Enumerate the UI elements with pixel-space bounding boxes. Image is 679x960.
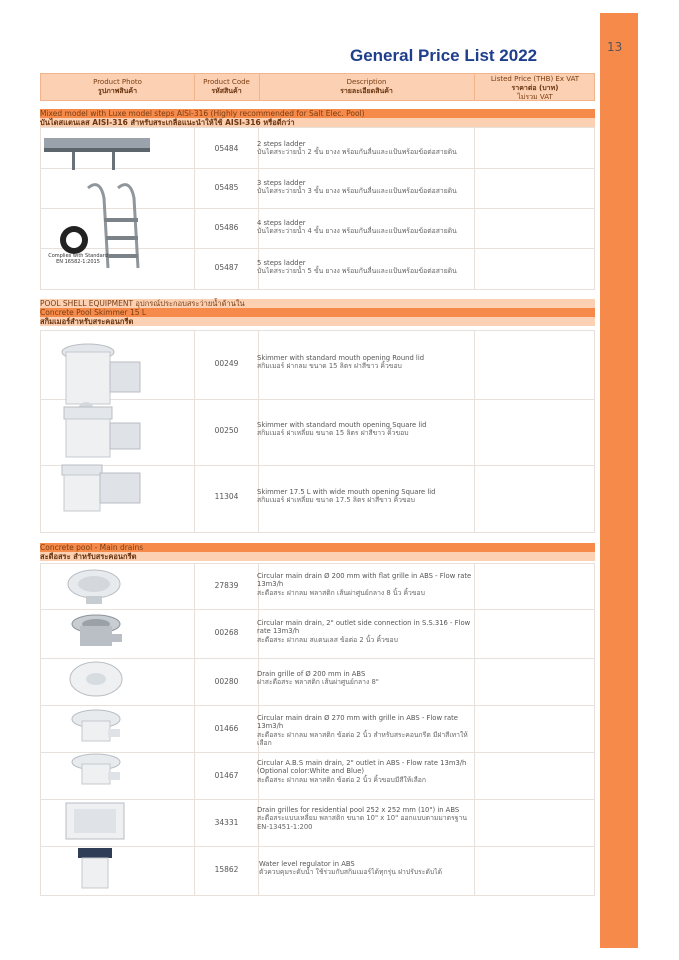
row-description: Drain grille of Ø 200 mm in ABS ฝาสะดือสระ พลาสติก เส้นผ่าศูนย์กลาง 8" — [257, 670, 379, 687]
table-row: 00280 Drain grille of Ø 200 mm in ABS ฝาสะดือสระ พลาสติก เส้นผ่าศูนย์กลาง 8" — [41, 658, 594, 705]
row-description: 4 steps ladder บันไดสระว่ายน้ำ 4 ขั้น ยางง พร้อมกันลื่นและแป้นพร้อมข้อต่อสายดิน — [257, 219, 457, 236]
table-row: 01466 Circular main drain Ø 270 mm with grille in ABS - Flow rate 13m3/h สะดือสระ ฝากลม พลาสติก ข้อต่อ 2 นิ้ว สำหรับสระคอนกรีต มีฝาสีเทาให้เลือก — [41, 705, 594, 752]
page-title: General Price List 2022 — [350, 46, 538, 65]
side-accent-bar — [600, 13, 638, 948]
header-photo: Product Photo รูปภาพสินค้า — [93, 77, 142, 95]
table-row: 34331 Drain grilles for residential pool 252 x 252 mm (10") in ABS สะดือสระแบบเหลี่ยม พลาสติก ขนาด 10" x 10" ออกแบบตามมาตรฐาน EN-13451-1:200 — [41, 799, 594, 846]
compliance-label: Complies with Standard EN 16582-1:2015 — [48, 253, 108, 265]
ladder-steps-image — [42, 132, 152, 172]
row-description: 3 steps ladder บันไดสระว่ายน้ำ 3 ขั้น ยางง พร้อมกันลื่นและแป้นพร้อมข้อต่อสายดิน — [257, 179, 457, 196]
table-row: 05484 2 steps ladder บันไดสระว่ายน้ำ 2 ขั้น ยางง พร้อมกันลื่นและแป้นพร้อมข้อต่อสายดิน — [41, 127, 594, 168]
row-description: Skimmer with standard mouth opening Square lid สกิมเมอร์ ฝาเหลี่ยม ขนาด 15 ลิตร ฝาสีขาว คิ้วขอบ — [257, 421, 427, 438]
page-number: 13 — [607, 40, 623, 54]
drain-steel-image — [66, 612, 126, 656]
drain-270-image — [66, 707, 126, 751]
drain-grille-image — [66, 659, 126, 699]
skimmer-wide-mouth-image — [58, 463, 148, 523]
table-row: 05485 3 steps ladder บันไดสระว่ายน้ำ 3 ขั้น ยางง พร้อมกันลื่นและแป้นพร้อมข้อต่อสายดิน — [41, 168, 594, 208]
drain-square-grille-image — [60, 799, 130, 843]
water-level-regulator-image — [70, 846, 120, 892]
row-description: 2 steps ladder บันไดสระว่ายน้ำ 2 ขั้น ยางง พร้อมกันลื่นและแป้นพร้อมข้อต่อสายดิน — [257, 140, 457, 157]
row-description: Drain grilles for residential pool 252 x 252 mm (10") in ABS สะดือสระแบบเหลี่ยม พลาสติก ขนาด 10" x 10" ออกแบบตามมาตรฐาน EN-13451-1:200 — [257, 806, 467, 831]
table-row: 01467 Circular A.B.S main drain, 2" outlet in ABS - Flow rate 13m3/h (Optional color:White and Blue) สะดือสระ ฝากลม พลาสติก ข้อต่อ 2 นิ้ว คิ้วขอบมีสีให้เลือก — [41, 752, 594, 799]
skimmer-square-lid-image — [58, 405, 148, 465]
table-row: 15862 Water level regulator in ABS ตัวควบคุมระดับน้ำ ใช้ร่วมกับสกิมเมอร์ได้ทุกรุ่น ฝาปรับระดับได้ — [41, 846, 594, 896]
table-row: 00250 Skimmer with standard mouth opening Square lid สกิมเมอร์ ฝาเหลี่ยม ขนาด 15 ลิตร ฝาสีขาว คิ้วขอบ — [41, 399, 594, 465]
drain-flat-grille-image — [64, 566, 124, 606]
table-header — [40, 73, 595, 101]
header-price: Listed Price (THB) Ex VAT ราคาต่อ (บาท) ไม่รวม VAT — [490, 75, 580, 102]
row-description: Skimmer with standard mouth opening Round lid สกิมเมอร์ ฝากลม ขนาด 15 ลิตร ฝาสีขาว คิ้วขอบ — [257, 354, 425, 371]
row-description: Water level regulator in ABS ตัวควบคุมระดับน้ำ ใช้ร่วมกับสกิมเมอร์ได้ทุกรุ่น ฝาปรับระดับได้ — [259, 860, 443, 877]
table-row: 05487 5 steps ladder บันไดสระว่ายน้ำ 5 ขั้น ยางง พร้อมกันลื่นและแป้นพร้อมข้อต่อสายดิน — [41, 248, 594, 290]
header-code: Product Code รหัสสินค้า — [203, 77, 250, 95]
row-description: 5 steps ladder บันไดสระว่ายน้ำ 5 ขั้น ยางง พร้อมกันลื่นและแป้นพร้อมข้อต่อสายดิน — [257, 259, 457, 276]
section-ladders-title: Mixed model with Luxe model steps AISI-316 (Highly recommended for Salt Elec. Pool) บันไดสแตนเลส AISI-316 สำหรับสระเกลือแนะนำให้ใช้ AISI-316 หรือดีกว่า — [40, 109, 595, 127]
table-row: 05486 4 steps ladder บันไดสระว่ายน้ำ 4 ขั้น ยางง พร้อมกันลื่นและแป้นพร้อมข้อต่อสายดิน — [41, 208, 594, 248]
header-description: Description รายละเอียดสินค้า — [340, 77, 393, 95]
table-row: 00249 Skimmer with standard mouth opening Round lid สกิมเมอร์ ฝากลม ขนาด 15 ลิตร ฝาสีขาว คิ้วขอบ — [41, 330, 594, 399]
table-row: 27839 Circular main drain Ø 200 mm with flat grille in ABS - Flow rate 13m3/h สะดือสระ ฝากลม พลาสติก เส้นผ่าศูนย์กลาง 8 นิ้ว คิ้วขอบ — [41, 563, 594, 609]
drain-abs-image — [66, 752, 126, 796]
row-description: Skimmer 17.5 L with wide mouth opening Square lid สกิมเมอร์ ฝาเหลี่ยม ขนาด 17.5 ลิตร ฝาสีขาว คิ้วขอบ — [257, 488, 436, 505]
row-description: Circular main drain Ø 270 mm with grille in ABS - Flow rate 13m3/h สะดือสระ ฝากลม พลาสติก ข้อต่อ 2 นิ้ว สำหรับสระคอนกรีต มีฝาสีเทาให้เลือก — [257, 714, 468, 748]
section-drains-title: Concrete pool - Main drains สะดือสระ สำหรับสระคอนกรีต — [40, 543, 595, 561]
section-shell-title: POOL SHELL EQUIPMENT อุปกรณ์ประกอบสระว่ายน้ำด้านใน Concrete Pool Skimmer 15 L สกิมเมอร์สำหรับสระคอนกรีต — [40, 299, 595, 326]
table-row: 11304 Skimmer 17.5 L with wide mouth opening Square lid สกิมเมอร์ ฝาเหลี่ยม ขนาด 17.5 ลิตร ฝาสีขาว คิ้วขอบ — [41, 465, 594, 533]
row-description: Circular main drain Ø 200 mm with flat grille in ABS - Flow rate 13m3/h สะดือสระ ฝากลม พลาสติก เส้นผ่าศูนย์กลาง 8 นิ้ว คิ้วขอบ — [257, 572, 472, 597]
table-row: 00268 Circular main drain, 2" outlet side connection in S.S.316 - Flow rate 13m3/h สะดือสระ ฝากลม สแตนเลส ข้อต่อ 2 นิ้ว คิ้วขอบ — [41, 609, 594, 658]
row-description: Circular main drain, 2" outlet side connection in S.S.316 - Flow rate 13m3/h สะดือสระ ฝากลม สแตนเลส ข้อต่อ 2 นิ้ว คิ้วขอบ — [257, 619, 471, 644]
row-description: Circular A.B.S main drain, 2" outlet in ABS - Flow rate 13m3/h (Optional color:White and Blue) สะดือสระ ฝากลม พลาสติก ข้อต่อ 2 นิ้ว คิ้วขอบมีสีให้เลือก — [257, 759, 467, 784]
